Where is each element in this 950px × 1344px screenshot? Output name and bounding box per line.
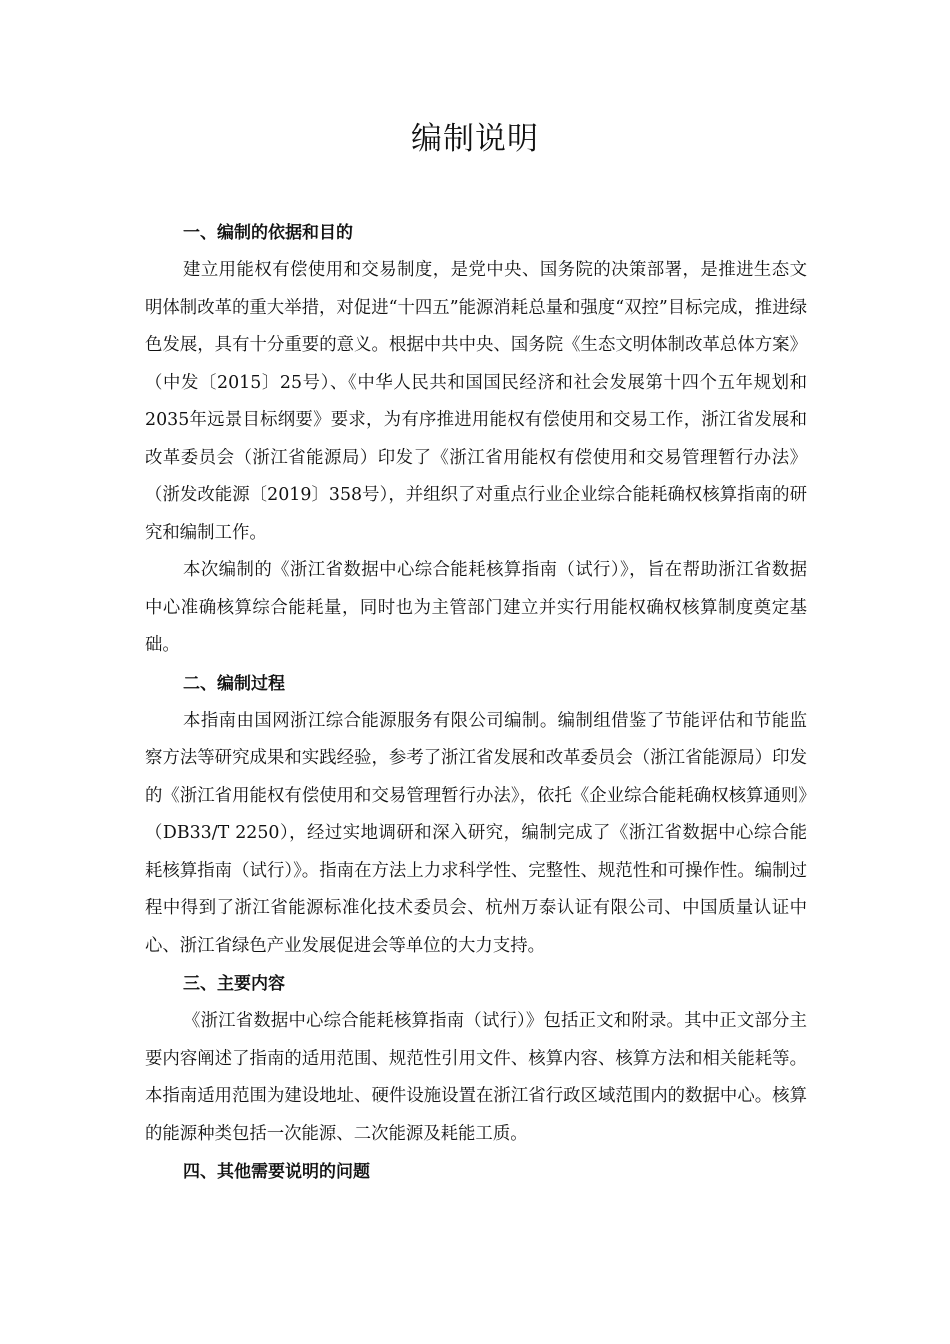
section-heading: 四、其他需要说明的问题	[183, 1162, 370, 1182]
document-title: 编制说明	[411, 121, 539, 157]
section-basis-and-purpose	[145, 214, 807, 665]
paragraph: 本次编制的《浙江省数据中心综合能耗核算指南（试行）》，旨在帮助浙江省数据中心准确核算综合能耗量，同时也为主管部门建立并实行用能权确权核算制度奠定基础。	[145, 560, 807, 655]
section-heading: 三、主要内容	[183, 974, 285, 994]
document-body	[145, 214, 825, 1191]
section-main-content	[145, 965, 807, 1153]
section-heading: 二、编制过程	[183, 673, 285, 694]
paragraph: 《浙江省数据中心综合能耗核算指南（试行）》包括正文和附录。其中正文部分主要内容阐述了指南的适用范围、规范性引用文件、核算内容、核算方法和相关能耗等。本指南适用范围为建设地址、硬件设施设置在浙江省行政区域范围内的数据中心。核算的能源种类包括一次能源、二次能源及耗能工质。	[145, 1011, 807, 1144]
paragraph: 建立用能权有偿使用和交易制度，是党中央、国务院的决策部署，是推进生态文明体制改革的重大举措，对促进“十四五”能源消耗总量和强度“双控”目标完成，推进绿色发展，具有十分重要的意义。根据中共中央、国务院《生态文明体制改革总体方案》（中发〔2015〕25号）、《中华人民共和国国民经济和社会发展第十四个五年规划和2035年远景目标纲要》要求，为有序推进用能权有偿使用和交易工作，浙江省发展和改革委员会（浙江省能源局）印发了《浙江省用能权有偿使用和交易管理暂行办法》（浙发改能源〔2019〕358号），并组织了对重点行业企业综合能耗确权核算指南的研究和编制工作。	[145, 260, 807, 543]
section-heading: 一、编制的依据和目的	[183, 223, 353, 243]
section-compilation-process	[145, 665, 825, 966]
section-other-issues	[145, 1153, 807, 1191]
paragraph: 本指南由国网浙江综合能源服务有限公司编制。编制组借鉴了节能评估和节能监察方法等研究成果和实践经验，参考了浙江省发展和改革委员会（浙江省能源局）印发的《浙江省用能权有偿使用和交易管理暂行办法》，依托《企业综合能耗确权核算通则》 （DB33/T 2250），经过实地调研和深入研究，编制完成了《浙江省数据中心综合能耗核算指南（试行）》。指南在方法上力求科学性、完整性、规范性和可操作性。编制过程中得到了浙江省能源标准化技术委员会、杭州万泰认证有限公司、中国质量认证中心、浙江省绿色产业发展促进会等单位的大力支持。	[145, 710, 825, 956]
